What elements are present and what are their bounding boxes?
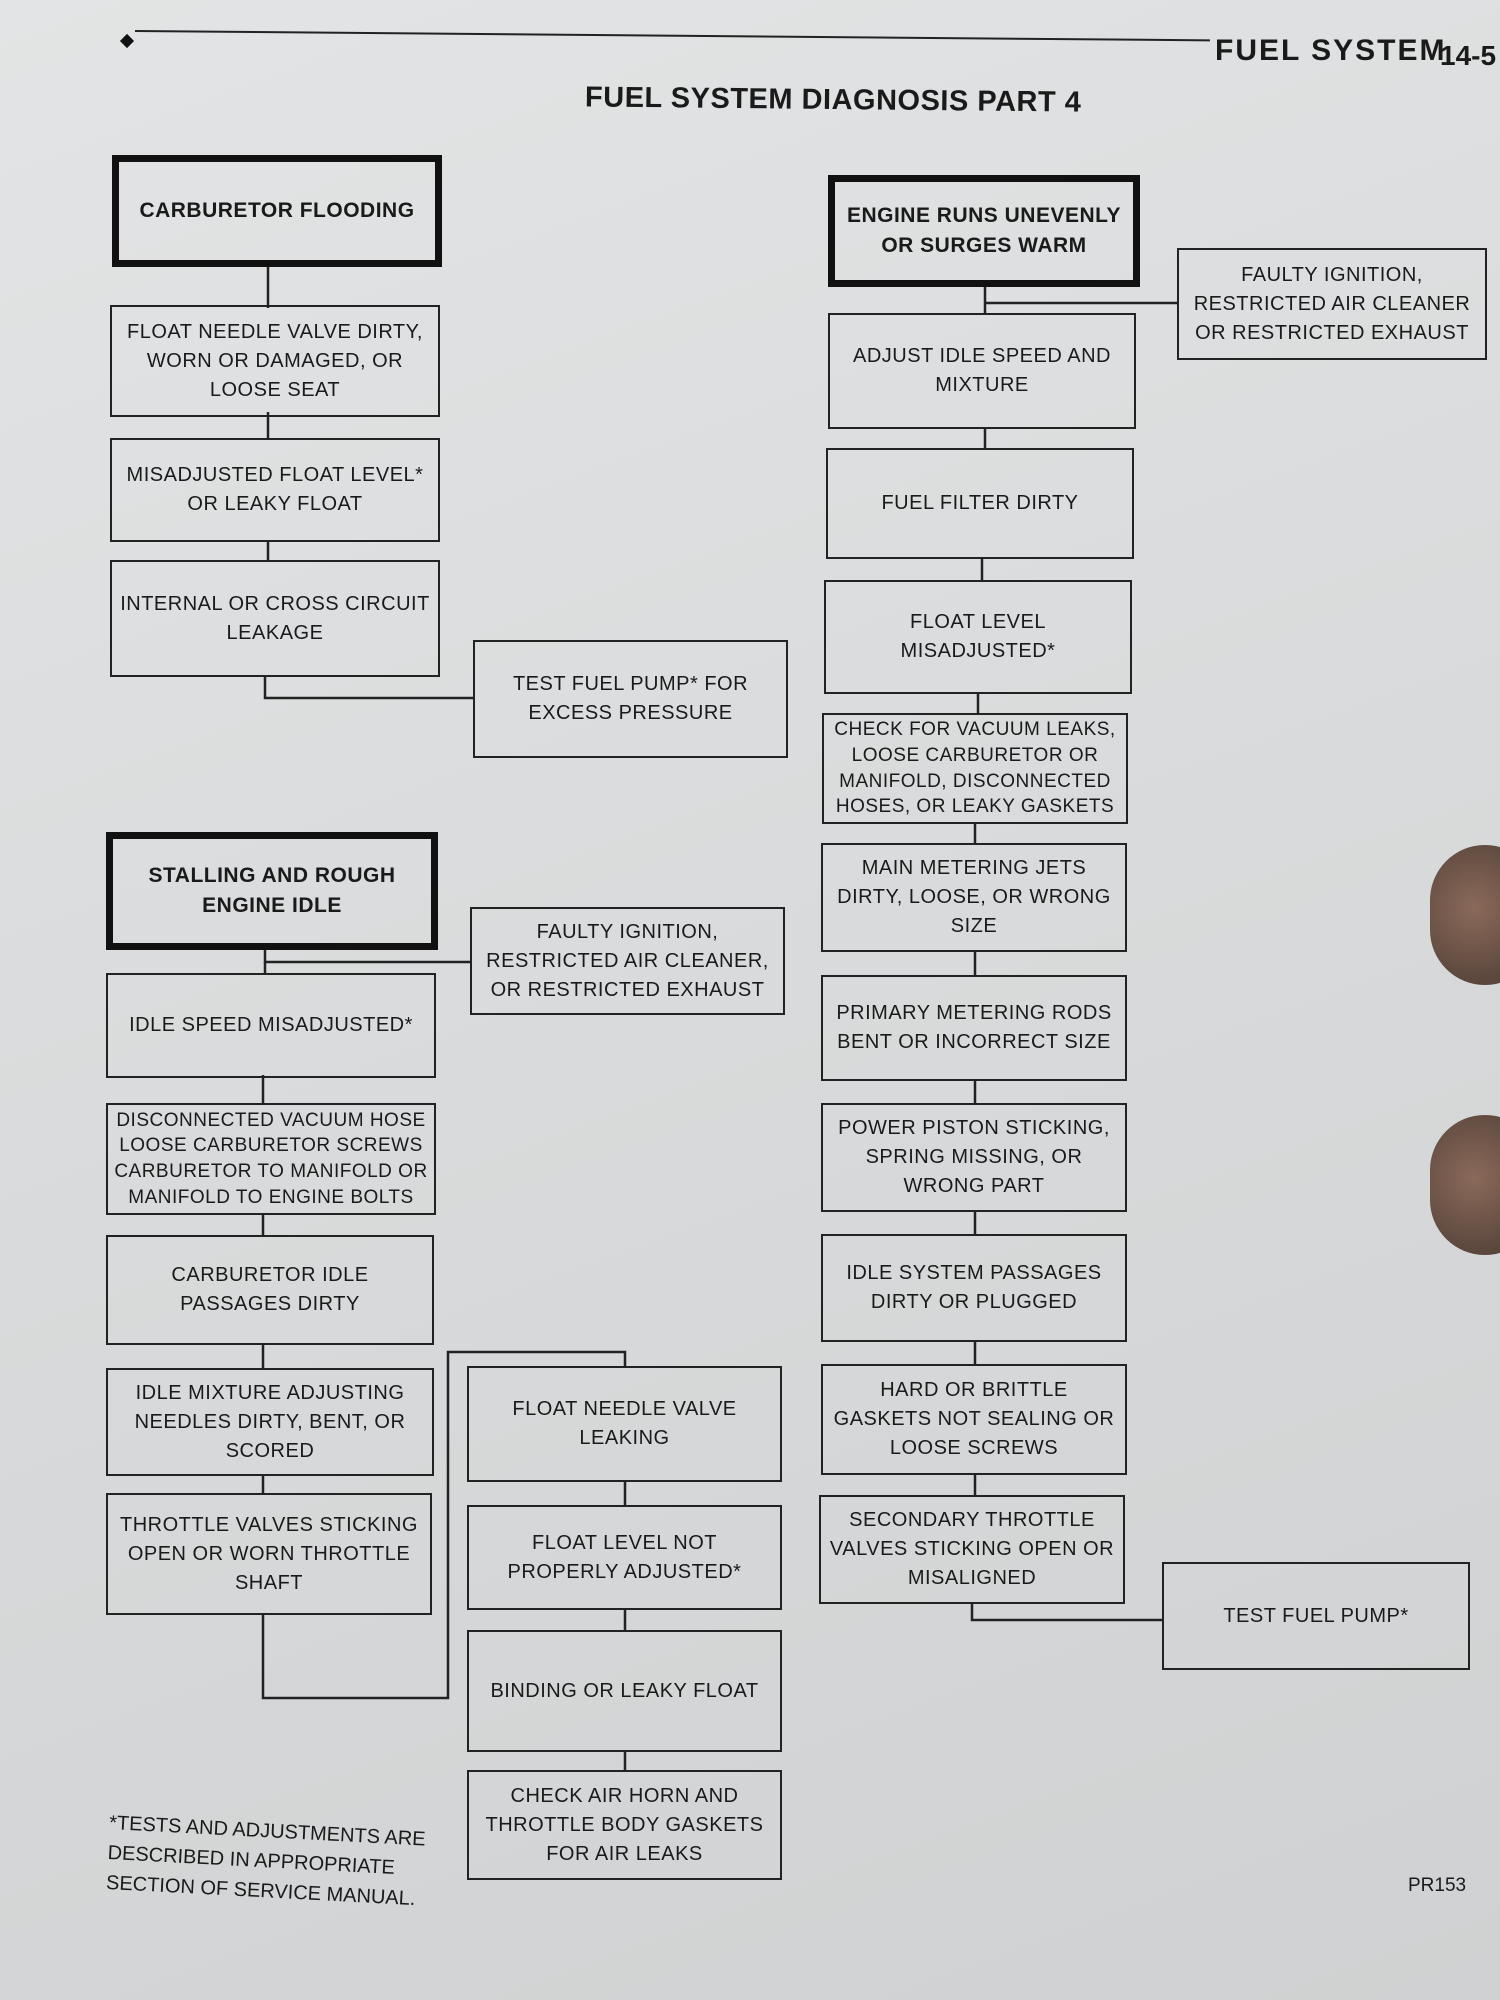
uneven-step-3-text: FLOAT LEVEL MISADJUSTED* (900, 611, 1056, 662)
uneven-heading: ENGINE RUNS UNEVENLY OR SURGES WARM (846, 203, 1122, 257)
page-number: 14-5 (1440, 40, 1497, 71)
uneven-step-5-text: MAIN METERING JETS DIRTY, LOOSE, OR WRONG SIZE (837, 857, 1111, 937)
stalling-step-1 (106, 973, 436, 1078)
stalling-heading: STALLING AND ROUGH ENGINE IDLE (148, 863, 396, 917)
flooding-step-3-text: INTERNAL OR CROSS CIRCUIT LEAKAGE (120, 592, 430, 644)
stalling-step-5 (106, 1493, 432, 1615)
stalling-heading-box (106, 832, 438, 950)
uneven-step-5 (821, 843, 1127, 952)
uneven-step-1-text: ADJUST IDLE SPEED AND MIXTURE (853, 345, 1111, 396)
uneven-step-10 (819, 1495, 1125, 1604)
stalling-step-3-text: CARBURETOR IDLE PASSAGES DIRTY (171, 1264, 369, 1315)
stalling-side-text: FAULTY IGNITION, RESTRICTED AIR CLEANER, OR RESTRICTED EXHAUST (486, 920, 769, 1001)
uneven-step-8 (821, 1234, 1127, 1342)
flooding-step-3 (110, 560, 440, 677)
flooding-heading: CARBURETOR FLOODING (139, 198, 415, 222)
uneven-step-6 (821, 975, 1127, 1081)
uneven-step-9-text: HARD OR BRITTLE GASKETS NOT SEALING OR LOOSE SCREWS (833, 1379, 1115, 1459)
uneven-final-box (1162, 1562, 1470, 1670)
stalling-step-4-text: IDLE MIXTURE ADJUSTING NEEDLES DIRTY, BENT, OR SCORED (134, 1381, 406, 1462)
uneven-step-10-text: SECONDARY THROTTLE VALVES STICKING OPEN OR MISALIGNED (829, 1509, 1115, 1589)
stalling-step-2 (106, 1103, 436, 1215)
stalling-cont-step-1 (467, 1366, 782, 1482)
flooding-step-1 (110, 305, 440, 417)
flooding-step-1-text: FLOAT NEEDLE VALVE DIRTY, WORN OR DAMAGED, OR LOOSE SEAT (127, 320, 423, 401)
flooding-side-text: TEST FUEL PUMP* FOR EXCESS PRESSURE (512, 673, 749, 724)
flooding-heading-box (112, 155, 442, 267)
uneven-step-8-text: IDLE SYSTEM PASSAGES DIRTY OR PLUGGED (846, 1262, 1102, 1313)
stalling-cont-step-2-text: FLOAT LEVEL NOT PROPERLY ADJUSTED* (507, 1531, 742, 1583)
stalling-cont-step-2 (467, 1505, 782, 1610)
uneven-heading-box (828, 175, 1140, 287)
uneven-step-6-text: PRIMARY METERING RODS BENT OR INCORRECT SIZE (836, 1002, 1112, 1053)
uneven-side-box (1177, 248, 1487, 360)
uneven-step-9 (821, 1364, 1127, 1475)
uneven-step-7-text: POWER PISTON STICKING, SPRING MISSING, OR WRONG PART (838, 1117, 1110, 1197)
page-title: FUEL SYSTEM DIAGNOSIS PART 4 (584, 81, 1082, 119)
stalling-cont-step-1-text: FLOAT NEEDLE VALVE LEAKING (512, 1398, 737, 1449)
stalling-step-2-text: DISCONNECTED VACUUM HOSE LOOSE CARBURETOR SCREWS CARBURETOR TO MANIFOLD OR MANIFOLD TO ENGINE BOLTS (114, 1109, 428, 1208)
figure-code: PR153 (1408, 1875, 1467, 1896)
stalling-step-3 (106, 1235, 434, 1345)
stalling-side-box (470, 907, 785, 1015)
section-title: FUEL SYSTEM (1215, 34, 1447, 67)
stalling-step-5-text: THROTTLE VALVES STICKING OPEN OR WORN THROTTLE SHAFT (120, 1513, 418, 1594)
stalling-cont-step-3-text: BINDING OR LEAKY FLOAT (490, 1679, 759, 1702)
flooding-step-2 (110, 438, 440, 542)
uneven-step-4-text: CHECK FOR VACUUM LEAKS, LOOSE CARBURETOR OR MANIFOLD, DISCONNECTED HOSES, OR LEAKY GASKETS (834, 719, 1116, 818)
flooding-side-box (473, 640, 788, 758)
footnote: *TESTS AND ADJUSTMENTS ARE DESCRIBED IN APPROPRIATE SECTION OF SERVICE MANUAL. (105, 1811, 427, 1911)
stalling-step-4 (106, 1368, 434, 1476)
stalling-cont-step-4 (467, 1770, 782, 1880)
stalling-cont-step-3 (467, 1630, 782, 1752)
uneven-final-text: TEST FUEL PUMP* (1223, 1604, 1409, 1627)
uneven-step-1 (828, 313, 1136, 429)
flooding-step-2-text: MISADJUSTED FLOAT LEVEL* OR LEAKY FLOAT (126, 464, 424, 515)
uneven-step-3 (824, 580, 1132, 694)
uneven-step-2 (826, 448, 1134, 559)
stalling-step-1-text: IDLE SPEED MISADJUSTED* (129, 1014, 413, 1036)
uneven-step-4 (822, 713, 1128, 824)
uneven-side-text: FAULTY IGNITION, RESTRICTED AIR CLEANER OR RESTRICTED EXHAUST (1193, 263, 1471, 344)
uneven-step-2-text: FUEL FILTER DIRTY (881, 492, 1079, 514)
stalling-cont-step-4-text: CHECK AIR HORN AND THROTTLE BODY GASKETS FOR AIR LEAKS (485, 1784, 764, 1865)
uneven-step-7 (821, 1103, 1127, 1212)
